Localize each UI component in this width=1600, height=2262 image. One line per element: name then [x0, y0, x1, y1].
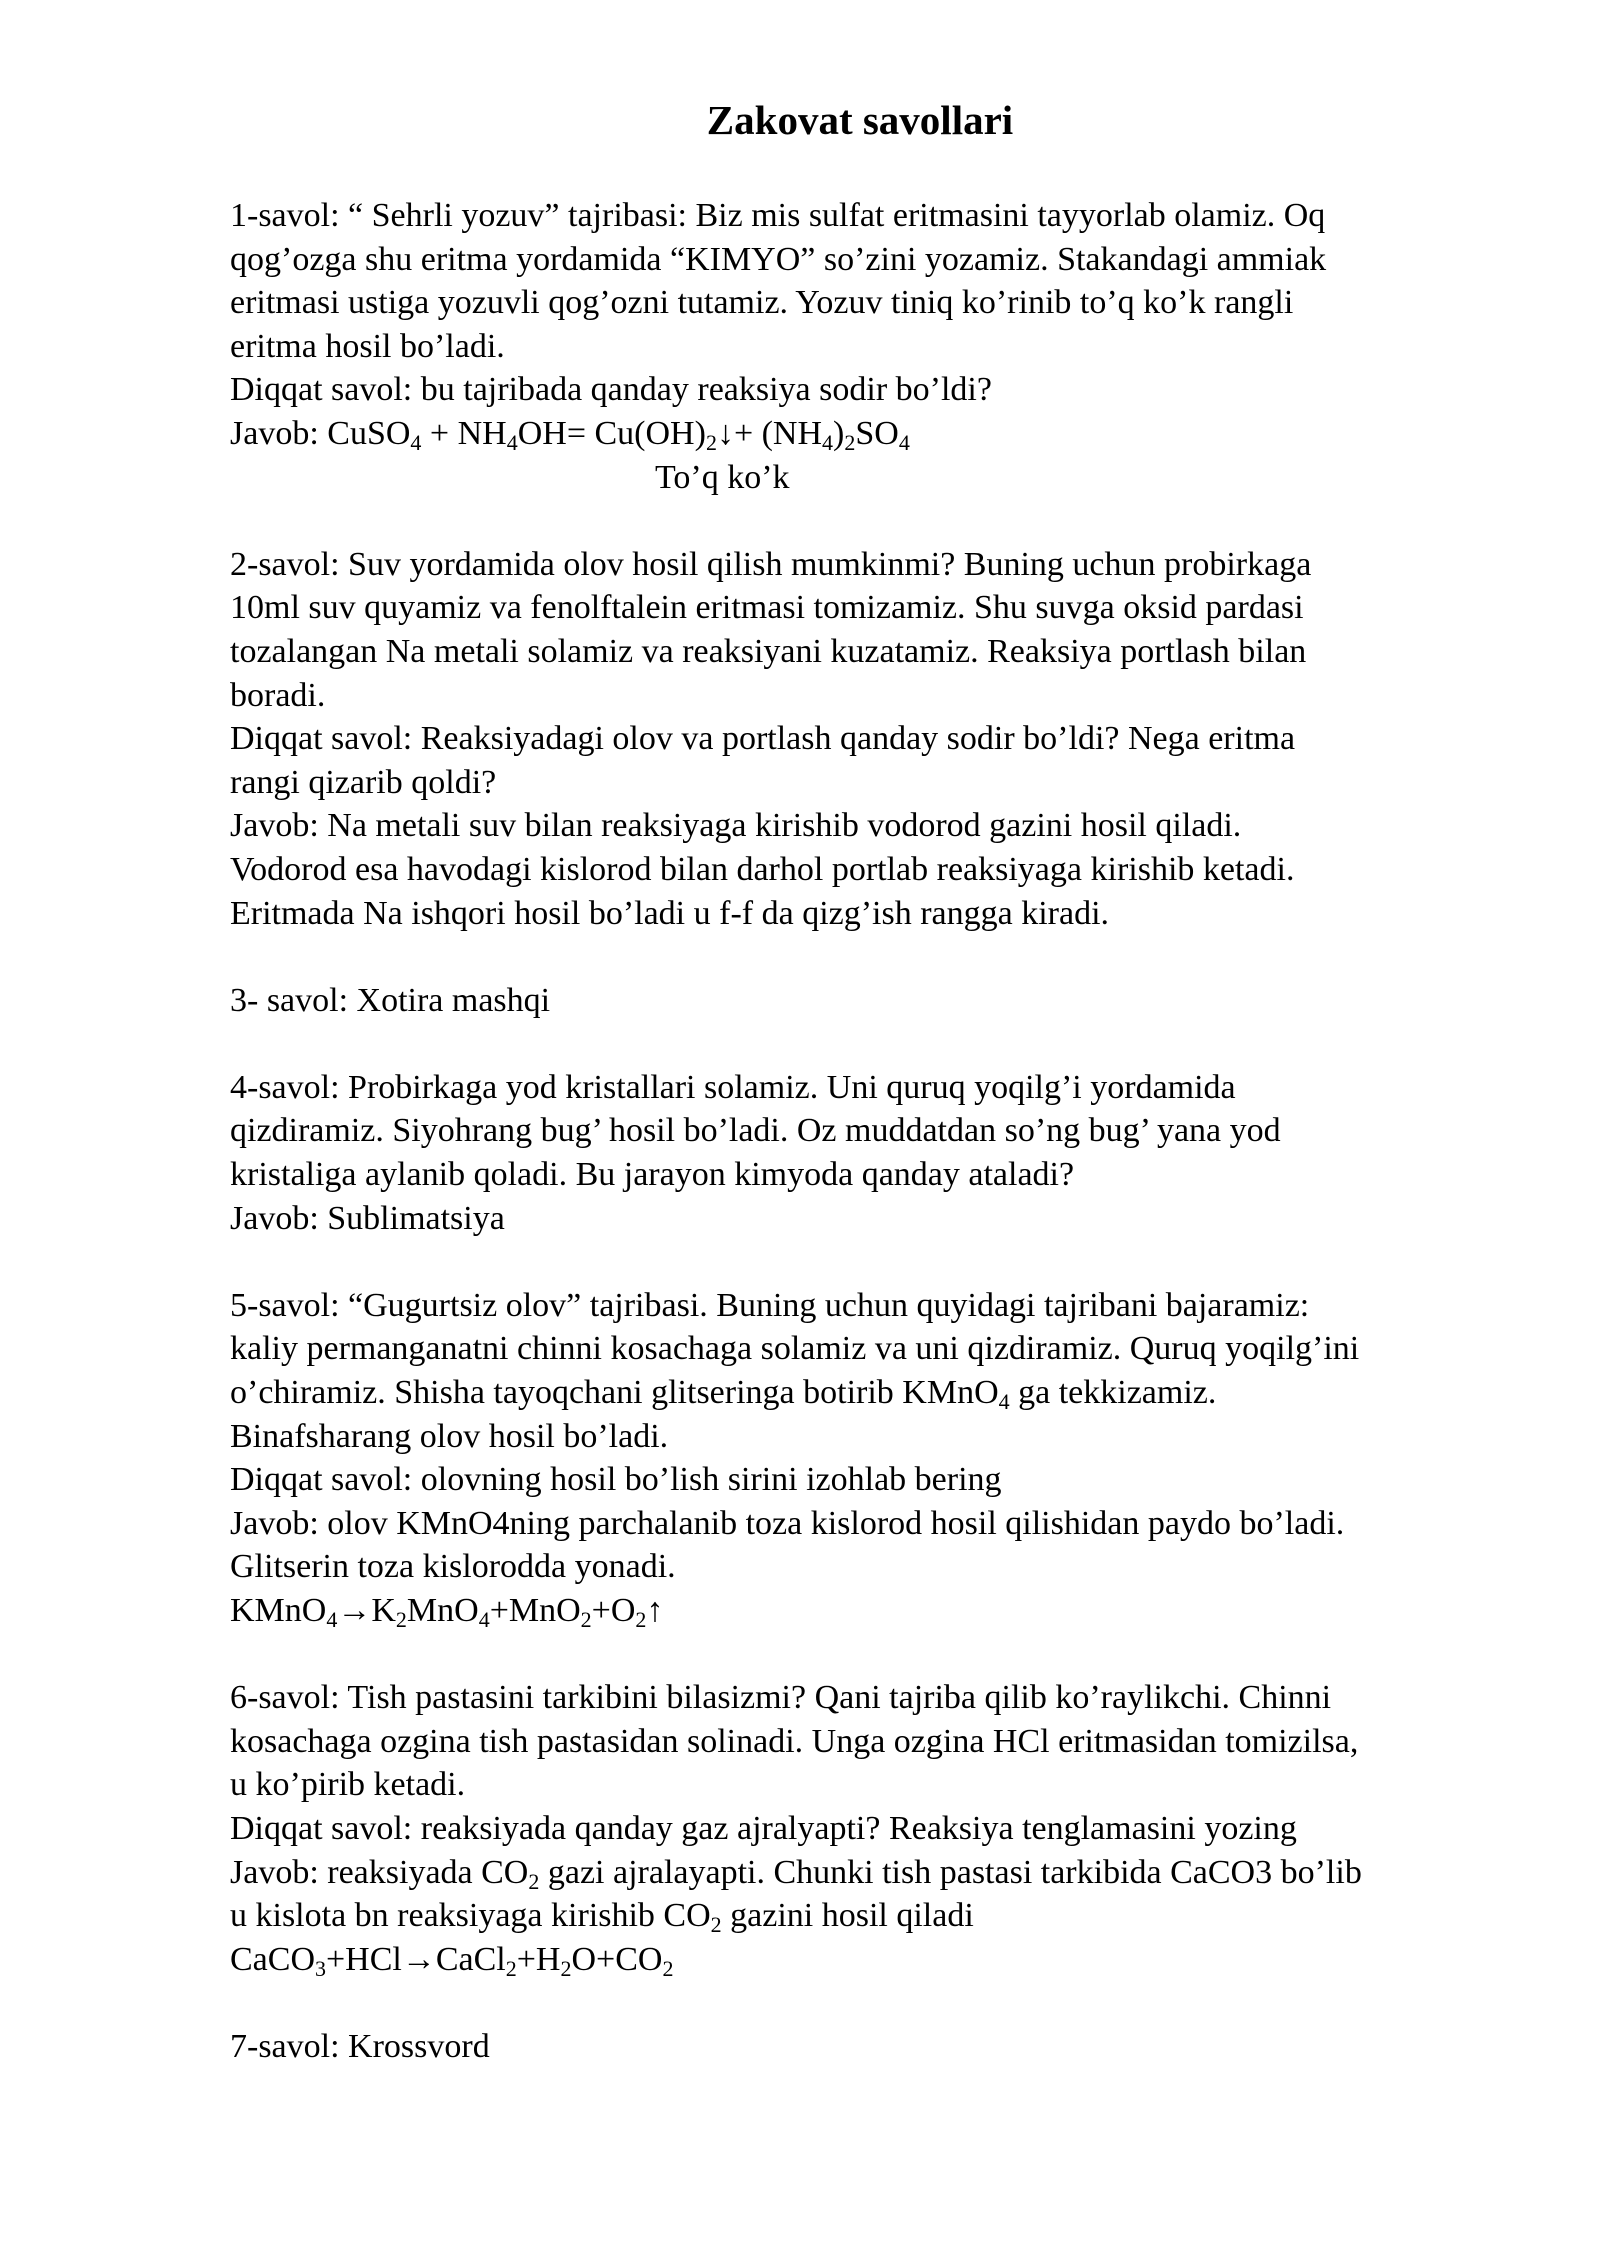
eq-part: + NH	[421, 414, 507, 452]
paragraph-gap	[230, 935, 1520, 979]
eq-part: O+CO	[571, 1940, 663, 1978]
answer-label: Javob:	[230, 414, 328, 452]
paragraph-gap	[230, 1981, 1520, 2025]
eq-subscript: 2	[662, 1955, 674, 1981]
eq-subscript: 4	[326, 1607, 338, 1632]
q2-line-4: boradi.	[230, 676, 326, 714]
q2-line-9: Eritmada Na ishqori hosil bo’ladi u f-f da qizg’ish rangga kiradi.	[230, 894, 1110, 932]
eq-subscript: 2	[844, 429, 856, 455]
q2-attention-question: Diqqat savol: Reaksiyadagi olov va portlash qanday sodir bo’ldi? Nega eritma	[230, 720, 1296, 758]
q2-line-3: tozalangan Na metali solamiz va reaksiyani kuzatamiz. Reaksiya portlash bilan	[230, 632, 1307, 670]
eq-subscript: 3	[315, 1955, 326, 1981]
eq-part: SO	[855, 414, 899, 452]
q5-line-1: 5-savol: “Gugurtsiz olov” tajribasi. Buning uchun quyidagi tajribani bajaramiz:	[230, 1286, 1310, 1324]
eq-subscript: 4	[478, 1607, 490, 1632]
q6-attention-question: Diqqat savol: reaksiyada qanday gaz ajralyapti? Reaksiya tenglamasini yozing	[230, 1809, 1297, 1847]
text-part: gazi ajralayapti. Chunki tish pastasi tarkibida CaCO3 bo’lib	[539, 1853, 1362, 1891]
text-part: u kislota bn reaksiyaga kirishib CO	[230, 1897, 711, 1935]
eq-part: CaCO	[230, 1940, 315, 1978]
q4-answer: Javob: Sublimatsiya	[230, 1199, 505, 1237]
text-part: o’chiramiz. Shisha tayoqchani glitseringa botirib KMnO	[230, 1374, 999, 1412]
question-7	[230, 2025, 1520, 2069]
eq-subscript: 2	[395, 1607, 407, 1632]
paragraph-gap	[230, 1240, 1520, 1284]
eq-subscript: 4	[410, 429, 422, 455]
text-part: ga tekkizamiz.	[1009, 1374, 1217, 1412]
q1-line-1: 1-savol: “ Sehrli yozuv” tajribasi: Biz mis sulfat eritmasini tayyorlab olamiz. Oq	[230, 197, 1326, 234]
question-6	[230, 1676, 1520, 1981]
q1-answer-equation	[230, 412, 1520, 456]
text-part: Javob: reaksiyada CO	[230, 1853, 529, 1891]
q4-line-1: 4-savol: Probirkaga yod kristallari solamiz. Uni quruq yoqilg’i yordamida	[230, 1068, 1236, 1106]
q2-line-2: 10ml suv quyamiz va fenolftalein eritmasi tomizamiz. Shu suvga oksid pardasi	[230, 589, 1304, 627]
eq-subscript: 4	[998, 1389, 1010, 1415]
q1-line-4: eritma hosil bo’ladi.	[230, 327, 505, 365]
eq-part: CuSO	[327, 414, 411, 452]
paragraph-gap	[230, 1022, 1520, 1066]
q1-line-3: eritmasi ustiga yozuvli qog’ozni tutamiz. Yozuv tiniq ko’rinib to’q ko’k rangli	[230, 284, 1294, 322]
q1-line-2: qog’ozga shu eritma yordamida “KIMYO” so’zini yozamiz. Stakandagi ammiak	[230, 240, 1327, 278]
q6-line-3: u ko’pirib ketadi.	[230, 1766, 466, 1804]
q2-line-8: Vodorod esa havodagi kislorod bilan darhol portlab reaksiyaga kirishib ketadi.	[230, 850, 1295, 888]
eq-subscript: 2	[505, 1955, 517, 1981]
eq-subscript: 4	[822, 429, 834, 455]
eq-part: +MnO	[489, 1592, 581, 1629]
eq-part: →K	[337, 1592, 396, 1629]
eq-subscript: 2	[635, 1607, 647, 1632]
text-part: gazini hosil qiladi	[721, 1897, 974, 1935]
q5-line-2: kaliy permanganatni chinni kosachaga solamiz va uni qizdiramiz. Quruq yoqilg’ini	[230, 1330, 1360, 1368]
q6-answer	[230, 1851, 1520, 1895]
eq-subscript: 2	[560, 1955, 572, 1981]
question-5	[230, 1284, 1520, 1633]
q5-line-7: Glitserin toza kislorodda yonadi.	[230, 1548, 676, 1586]
q6-line-1: 6-savol: Tish pastasini tarkibini bilasizmi? Qani tajriba qilib ko’raylikchi. Chinni	[230, 1679, 1332, 1717]
q5-line-3	[230, 1371, 1520, 1415]
eq-part: +O	[591, 1592, 636, 1629]
eq-part: ↓+ (NH	[716, 414, 823, 452]
eq-part: +HCl→CaCl	[326, 1940, 506, 1978]
q4-line-2: qizdiramiz. Siyohrang bug’ hosil bo’ladi. Oz muddatdan so’ng bug’ yana yod	[230, 1112, 1281, 1150]
q4-line-3: kristaliga aylanib qoladi. Bu jarayon kimyoda qanday ataladi?	[230, 1156, 1075, 1194]
eq-part: MnO	[406, 1592, 479, 1629]
eq-subscript: 2	[528, 1868, 540, 1894]
eq-subscript: 2	[705, 429, 717, 455]
eq-part: +H	[516, 1940, 561, 1978]
q3-line-1: 3- savol: Xotira mashqi	[230, 981, 551, 1019]
eq-subscript: 4	[506, 429, 518, 455]
q5-equation	[230, 1589, 1520, 1633]
paragraph-gap	[230, 499, 1520, 543]
eq-subscript: 2	[580, 1607, 592, 1632]
eq-subscript: 4	[898, 429, 910, 455]
paragraph-gap	[230, 1633, 1520, 1677]
q2-line-6: rangi qizarib qoldi?	[230, 763, 497, 801]
q6-line-2: kosachaga ozgina tish pastasidan solinadi. Unga ozgina HCl eritmasidan tomizilsa,	[230, 1722, 1359, 1760]
eq-part: ↑	[646, 1592, 664, 1629]
q2-line-1: 2-savol: Suv yordamida olov hosil qilish mumkinmi? Buning uchun probirkaga	[230, 545, 1312, 583]
question-4	[230, 1066, 1520, 1240]
q5-answer: Javob: olov KMnO4ning parchalanib toza kislorod hosil qilishidan paydo bo’ladi.	[230, 1504, 1345, 1542]
eq-part: KMnO	[230, 1592, 327, 1629]
q5-attention-question: Diqqat savol: olovning hosil bo’lish sirini izohlab bering	[230, 1461, 1002, 1499]
page-title: Zakovat savollari	[706, 97, 1014, 143]
question-3	[230, 979, 1520, 1023]
eq-part: )	[833, 414, 845, 452]
q6-line-6	[230, 1894, 1520, 1938]
eq-part: OH= Cu(OH)	[517, 414, 706, 452]
question-1	[230, 194, 1520, 499]
q7-line-1: 7-savol: Krossvord	[230, 2027, 490, 2065]
q2-answer: Javob: Na metali suv bilan reaksiyaga kirishib vodorod gazini hosil qiladi.	[230, 807, 1242, 845]
q6-equation	[230, 1938, 1520, 1982]
q5-line-4: Binafsharang olov hosil bo’ladi.	[230, 1417, 669, 1455]
question-2	[230, 543, 1520, 935]
q1-precipitate-note: To’q ko’k	[655, 458, 790, 496]
document-body	[230, 194, 1520, 2069]
q1-attention-question: Diqqat savol: bu tajribada qanday reaksiya sodir bo’ldi?	[230, 371, 992, 409]
eq-subscript: 2	[710, 1912, 722, 1938]
